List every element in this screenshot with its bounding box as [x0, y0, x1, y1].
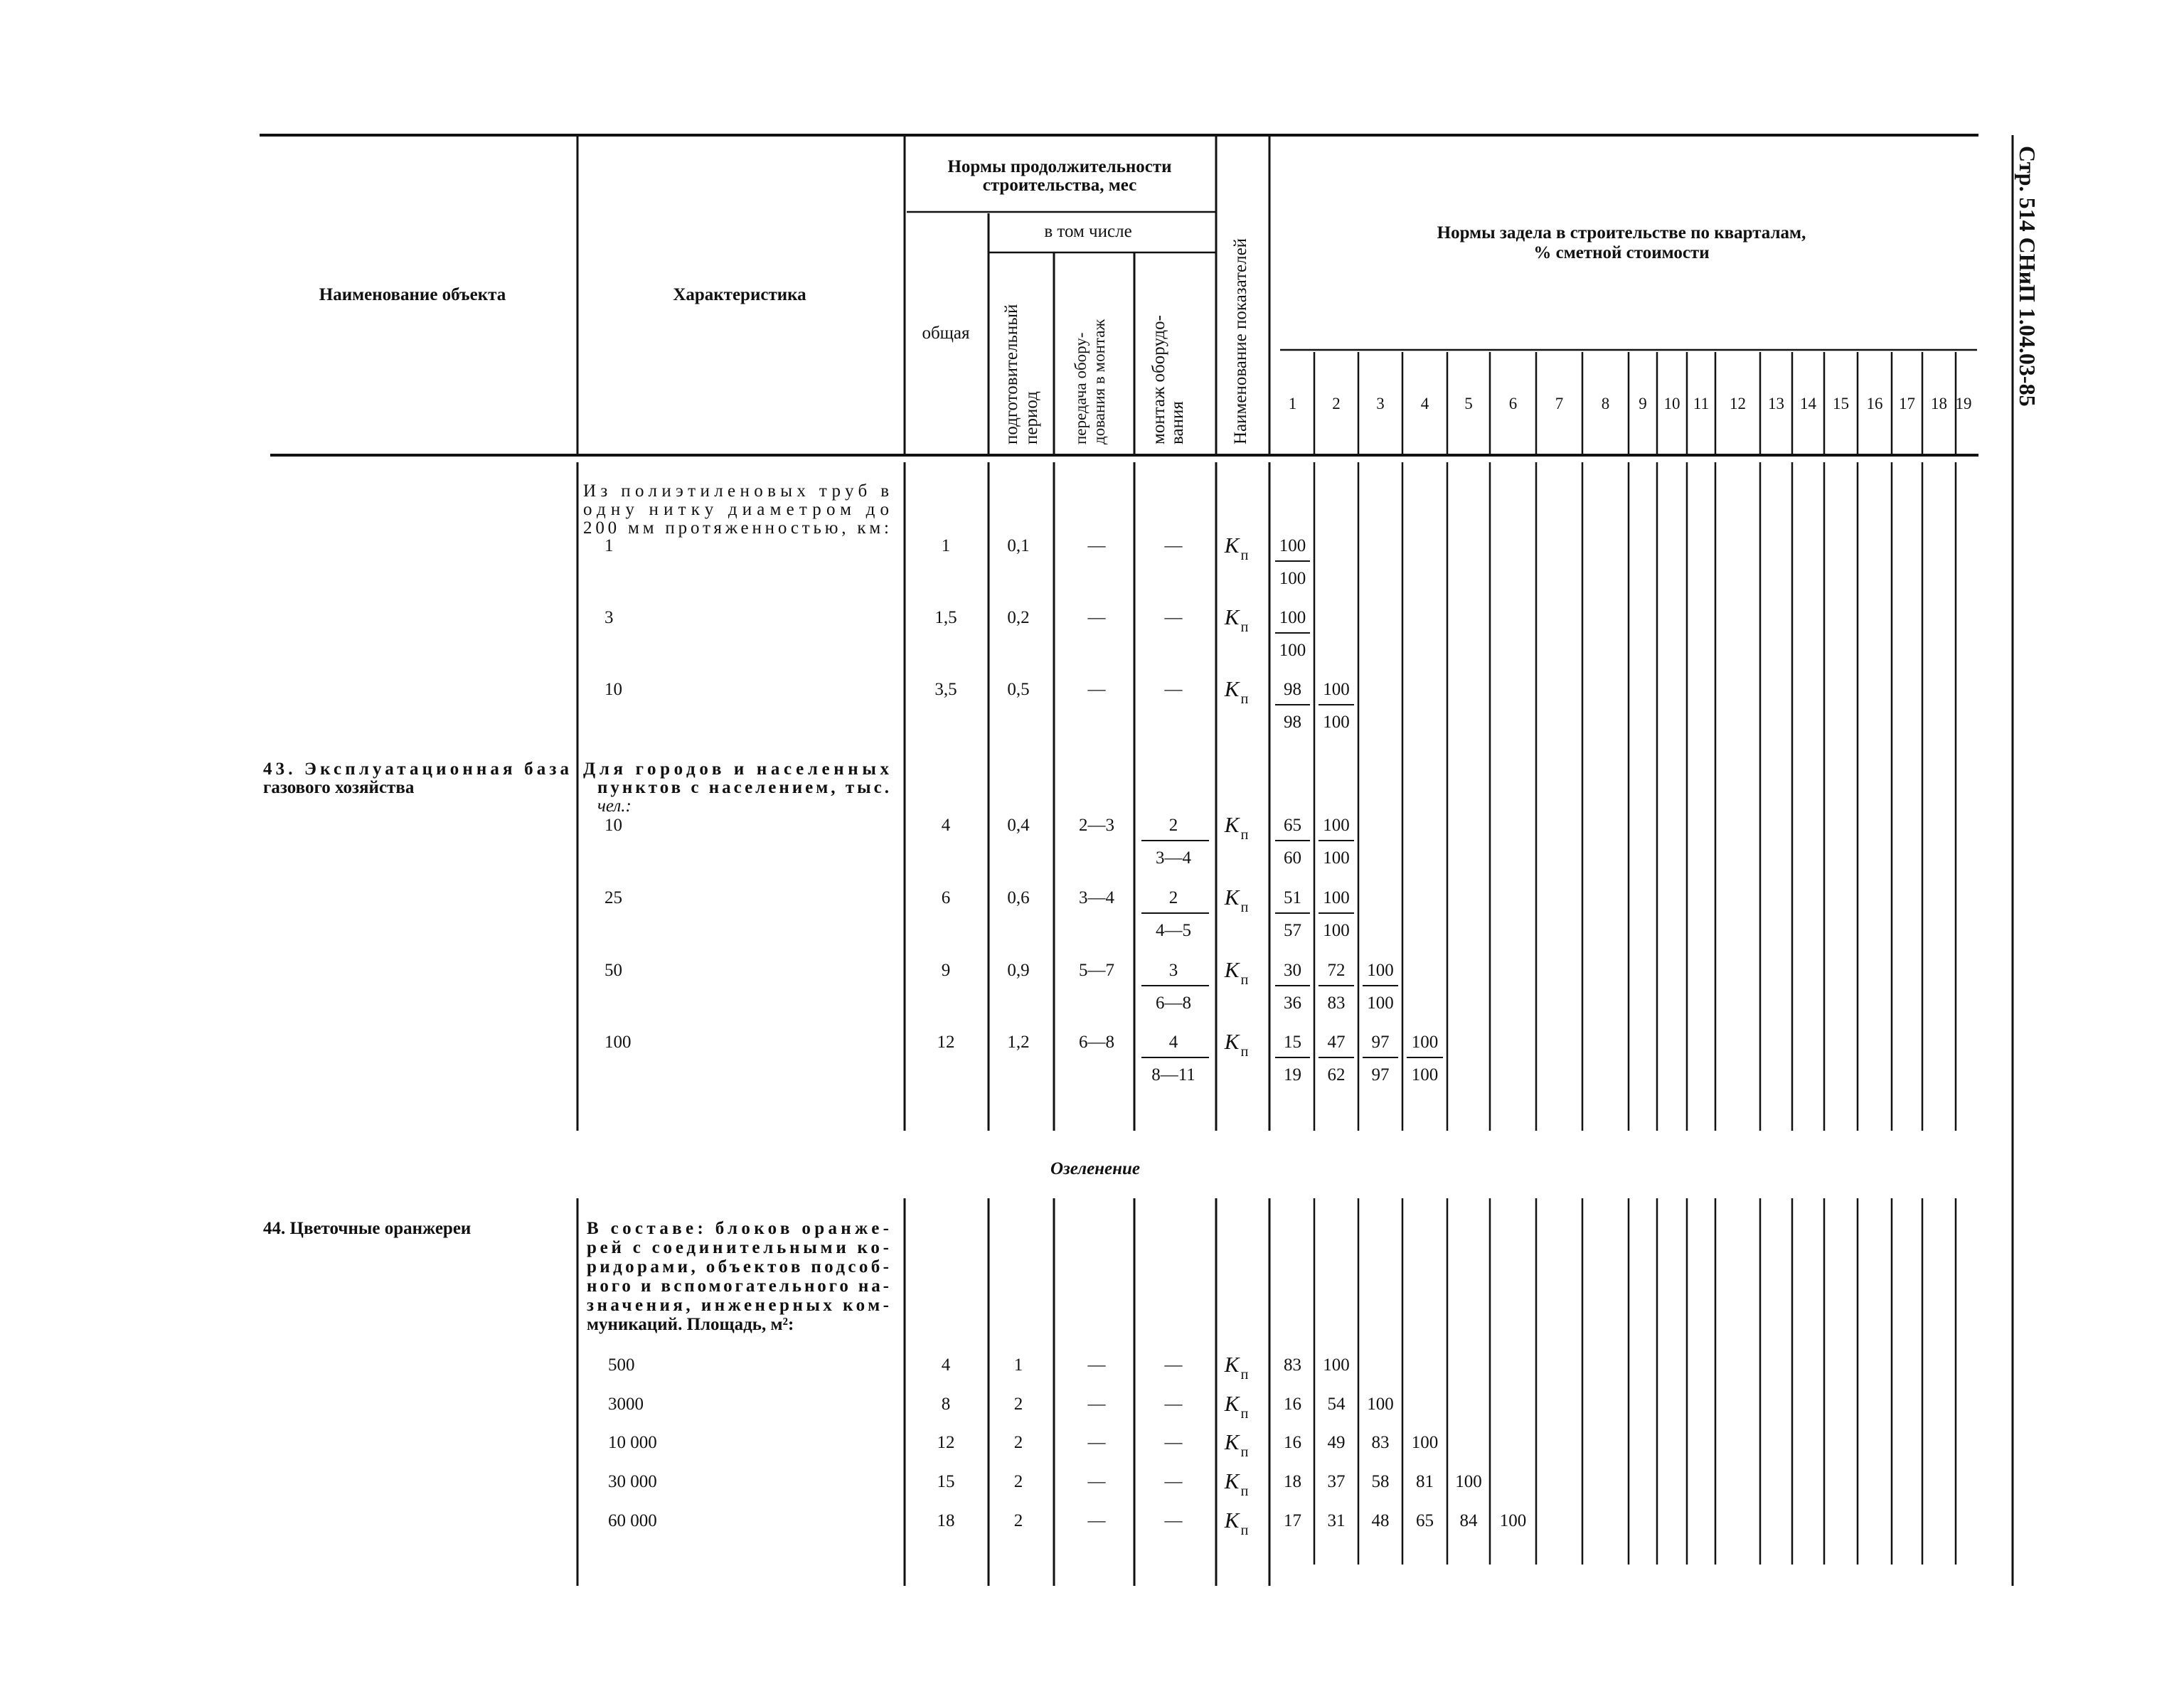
table-rules: [260, 135, 2013, 1586]
backlog-value: 16: [1284, 1433, 1301, 1452]
backlog-value: 37: [1327, 1472, 1346, 1491]
row-parameter: 100: [604, 1033, 632, 1052]
quarter-label: 1: [1288, 395, 1297, 412]
quarter-label: 15: [1833, 395, 1849, 412]
page-side-title: Стр. 514 СНиП 1.04.03-85: [2015, 146, 2040, 407]
quarter-label: 16: [1866, 395, 1883, 412]
kp-indicator-subscript: п: [1240, 972, 1249, 988]
section3-desc-line2: рей с соединительными ко-: [587, 1238, 889, 1257]
row-equipment-transfer: —: [1087, 1511, 1106, 1530]
row-total-duration: 1: [941, 536, 951, 555]
backlog-value: 100: [1323, 1355, 1350, 1375]
kp-indicator-subscript: п: [1240, 619, 1249, 635]
table-body-rows: [604, 533, 1526, 1538]
row-prep-period: 0,5: [1007, 680, 1030, 699]
header-duration-line1: Нормы продолжительности: [947, 157, 1172, 176]
row-equipment-transfer: 5—7: [1079, 961, 1114, 980]
section2-object-line1: 43. Эксплуатационная база: [263, 760, 569, 779]
backlog-value-bottom: 100: [1367, 993, 1394, 1013]
row-total-duration: 12: [937, 1033, 955, 1052]
quarter-label: 18: [1931, 395, 1947, 412]
backlog-value-bottom: 62: [1327, 1065, 1346, 1085]
row-equipment-transfer: —: [1087, 1472, 1106, 1491]
row-total-duration: 9: [941, 961, 951, 980]
row-equipment-install: 3: [1168, 961, 1178, 980]
quarter-label: 5: [1464, 395, 1473, 412]
row-parameter: 3000: [608, 1395, 644, 1414]
header-including: в том числе: [1044, 222, 1132, 241]
kp-indicator: К: [1224, 604, 1240, 629]
kp-indicator: К: [1224, 1352, 1240, 1377]
backlog-value: 65: [1416, 1511, 1434, 1530]
backlog-value: 58: [1371, 1472, 1390, 1491]
header-prep-line1: подготовительный: [1002, 304, 1021, 444]
row-equipment-transfer: 6—8: [1079, 1033, 1114, 1052]
section3-desc-line4: ного и вспомогательного на-: [587, 1277, 889, 1296]
backlog-value-top: 15: [1284, 1033, 1301, 1052]
header-prep-line2: период: [1022, 391, 1041, 444]
kp-indicator: К: [1224, 676, 1240, 701]
row-equipment-install: —: [1164, 1395, 1183, 1414]
kp-indicator: К: [1224, 812, 1240, 837]
quarter-label: 17: [1899, 395, 1915, 412]
row-equipment-transfer: —: [1087, 680, 1106, 699]
backlog-value: 18: [1284, 1472, 1301, 1491]
backlog-value-bottom: 19: [1284, 1065, 1301, 1085]
quarter-number-labels: [1289, 395, 1972, 412]
row-total-duration: 3,5: [934, 680, 957, 699]
header-install-line2: вания: [1168, 401, 1187, 444]
section1-desc-line1: Из полиэтиленовых труб в: [583, 481, 889, 501]
kp-indicator-subscript: п: [1240, 1523, 1249, 1538]
kp-indicator: К: [1224, 1469, 1240, 1493]
backlog-value: 100: [1367, 1395, 1394, 1414]
backlog-value-bottom: 97: [1371, 1065, 1390, 1085]
header-duration-line2: строительства, мес: [982, 176, 1137, 195]
header-object-name: Наименование объекта: [319, 285, 506, 304]
row-prep-period: 2: [1013, 1511, 1023, 1530]
backlog-value-top: 97: [1371, 1033, 1390, 1052]
quarter-label: 10: [1663, 395, 1680, 412]
row-equipment-transfer: —: [1087, 1395, 1106, 1414]
row-equipment-install-term: 6—8: [1156, 993, 1191, 1013]
backlog-value: 100: [1455, 1472, 1482, 1491]
row-equipment-install: —: [1164, 1511, 1183, 1530]
section1-desc-line2: одну нитку диаметром до: [583, 500, 889, 519]
kp-indicator: К: [1224, 1391, 1240, 1416]
row-total-duration: 15: [937, 1472, 955, 1491]
kp-indicator-subscript: п: [1240, 1444, 1249, 1460]
backlog-value-top: 47: [1327, 1033, 1346, 1052]
header-total: общая: [922, 324, 970, 343]
quarter-label: 2: [1332, 395, 1341, 412]
backlog-value: 31: [1327, 1511, 1346, 1530]
row-parameter: 10 000: [608, 1433, 657, 1452]
header-install-line1: монтаж оборудо-: [1149, 315, 1168, 444]
backlog-value: 83: [1284, 1355, 1301, 1375]
row-equipment-install-term: 3—4: [1156, 848, 1191, 868]
kp-indicator: К: [1224, 1429, 1240, 1454]
row-parameter: 3: [604, 608, 614, 627]
header-backlog-line2: % сметной стоимости: [1533, 243, 1710, 262]
backlog-value: 17: [1284, 1511, 1301, 1530]
backlog-value: 100: [1411, 1433, 1439, 1452]
kp-indicator: К: [1224, 533, 1240, 558]
row-equipment-install: 2: [1168, 816, 1178, 835]
row-equipment-transfer: —: [1087, 1355, 1106, 1375]
backlog-value-bottom: 100: [1323, 713, 1350, 732]
section2-object-line2: газового хозяйства: [263, 778, 415, 797]
row-equipment-transfer: —: [1087, 1433, 1106, 1452]
kp-indicator: К: [1224, 957, 1240, 982]
quarter-label: 4: [1420, 395, 1429, 412]
section3-desc-line3: ридорами, объектов подсоб-: [587, 1257, 889, 1277]
quarter-label: 9: [1639, 395, 1647, 412]
backlog-value-top: 72: [1327, 961, 1346, 980]
row-total-duration: 8: [941, 1395, 951, 1414]
row-equipment-install: —: [1164, 1433, 1183, 1452]
section-subheading-ozelenenie: Озеленение: [1050, 1159, 1141, 1178]
row-equipment-transfer: —: [1087, 536, 1106, 555]
row-equipment-install: —: [1164, 1355, 1183, 1375]
row-prep-period: 0,1: [1007, 536, 1030, 555]
row-prep-period: 2: [1013, 1395, 1023, 1414]
section3-desc-line1: В составе: блоков оранже-: [587, 1219, 889, 1238]
section2-desc-line1: Для городов и населенных: [583, 760, 889, 779]
backlog-value-top: 100: [1367, 961, 1394, 980]
backlog-value: 54: [1327, 1395, 1346, 1414]
header-characteristic: Характеристика: [673, 285, 806, 304]
backlog-value-bottom: 83: [1327, 993, 1346, 1013]
backlog-value: 83: [1371, 1433, 1390, 1452]
section2-desc-line2: пунктов с населением, тыс.: [597, 778, 889, 797]
backlog-value: 84: [1459, 1511, 1478, 1530]
row-total-duration: 1,5: [934, 608, 957, 627]
backlog-value-top: 100: [1279, 608, 1306, 627]
row-equipment-install: —: [1164, 608, 1183, 627]
row-equipment-install: 4: [1168, 1033, 1178, 1052]
row-equipment-install: —: [1164, 680, 1183, 699]
backlog-value-top: 100: [1411, 1033, 1439, 1052]
section2-desc-line3: чел.:: [597, 796, 632, 816]
kp-indicator-subscript: п: [1240, 1367, 1249, 1382]
kp-indicator-subscript: п: [1240, 548, 1249, 563]
row-total-duration: 12: [937, 1433, 955, 1452]
section1-desc-line3: 200 мм протяженностью, км:: [583, 518, 889, 538]
row-parameter: 50: [604, 961, 622, 980]
quarter-label: 7: [1555, 395, 1564, 412]
row-prep-period: 0,4: [1007, 816, 1030, 835]
backlog-value: 16: [1284, 1395, 1301, 1414]
section3-desc-line5: значения, инженерных ком-: [587, 1296, 889, 1315]
backlog-value: 49: [1327, 1433, 1346, 1452]
kp-indicator: К: [1224, 1029, 1240, 1054]
row-prep-period: 1: [1013, 1355, 1023, 1375]
kp-indicator: К: [1224, 885, 1240, 910]
row-equipment-install-term: 4—5: [1156, 921, 1191, 940]
backlog-value-top: 65: [1284, 816, 1301, 835]
backlog-value-bottom: 100: [1411, 1065, 1439, 1085]
row-equipment-install: —: [1164, 1472, 1183, 1491]
kp-indicator-subscript: п: [1240, 1483, 1249, 1499]
backlog-value-top: 51: [1284, 888, 1301, 907]
quarter-label: 14: [1800, 395, 1816, 412]
quarter-label: 6: [1508, 395, 1518, 412]
row-equipment-install: —: [1164, 536, 1183, 555]
row-parameter: 30 000: [608, 1472, 657, 1491]
kp-indicator-subscript: п: [1240, 900, 1249, 915]
row-prep-period: 2: [1013, 1433, 1023, 1452]
row-equipment-transfer: —: [1087, 608, 1106, 627]
quarter-label: 12: [1730, 395, 1746, 412]
row-parameter: 10: [604, 816, 622, 835]
backlog-value: 100: [1499, 1511, 1527, 1530]
backlog-value-top: 100: [1323, 888, 1350, 907]
backlog-value-top: 98: [1284, 680, 1301, 699]
header-backlog-line1: Нормы задела в строительстве по кварталам,: [1437, 223, 1806, 243]
row-parameter: 60 000: [608, 1511, 657, 1530]
backlog-value-bottom: 57: [1284, 921, 1301, 940]
backlog-value-bottom: 100: [1279, 569, 1306, 588]
row-prep-period: 0,9: [1007, 961, 1030, 980]
backlog-value-top: 100: [1323, 816, 1350, 835]
row-parameter: 1: [604, 536, 614, 555]
backlog-value-bottom: 100: [1323, 921, 1350, 940]
row-prep-period: 0,2: [1007, 608, 1030, 627]
quarter-label: 13: [1768, 395, 1784, 412]
quarter-label: 11: [1693, 395, 1710, 412]
backlog-value: 81: [1416, 1472, 1434, 1491]
backlog-value-bottom: 36: [1284, 993, 1301, 1013]
row-parameter: 500: [608, 1355, 635, 1375]
row-total-duration: 4: [941, 1355, 951, 1375]
backlog-value-bottom: 98: [1284, 713, 1301, 732]
row-total-duration: 18: [937, 1511, 955, 1530]
kp-indicator-subscript: п: [1240, 1044, 1249, 1060]
header-transfer-line2: дования в монтаж: [1090, 319, 1108, 444]
header-indicator: Наименование показателей: [1231, 238, 1250, 444]
row-parameter: 25: [604, 888, 622, 907]
row-total-duration: 4: [941, 816, 951, 835]
header-transfer-line1: передача обору-: [1072, 332, 1090, 444]
quarter-label: 8: [1601, 395, 1610, 412]
section3-desc-line6: муникаций. Площадь, м²:: [587, 1315, 794, 1334]
backlog-value-bottom: 60: [1284, 848, 1301, 868]
row-parameter: 10: [604, 680, 622, 699]
row-prep-period: 1,2: [1007, 1033, 1030, 1052]
section3-object-line1: 44. Цветочные оранжереи: [263, 1219, 472, 1238]
quarter-label: 19: [1955, 395, 1972, 412]
row-prep-period: 2: [1013, 1472, 1023, 1491]
backlog-value-bottom: 100: [1279, 641, 1306, 660]
kp-indicator-subscript: п: [1240, 827, 1249, 843]
kp-indicator-subscript: п: [1240, 691, 1249, 707]
row-equipment-install-term: 8—11: [1151, 1065, 1195, 1085]
backlog-value-bottom: 100: [1323, 848, 1350, 868]
backlog-value-top: 100: [1279, 536, 1306, 555]
quarter-label: 3: [1376, 395, 1385, 412]
backlog-value: 48: [1371, 1511, 1390, 1530]
row-prep-period: 0,6: [1007, 888, 1030, 907]
row-equipment-transfer: 3—4: [1079, 888, 1114, 907]
row-total-duration: 6: [941, 888, 951, 907]
row-equipment-install: 2: [1168, 888, 1178, 907]
kp-indicator: К: [1224, 1508, 1240, 1533]
kp-indicator-subscript: п: [1240, 1406, 1249, 1422]
backlog-value-top: 100: [1323, 680, 1350, 699]
row-equipment-transfer: 2—3: [1079, 816, 1114, 835]
backlog-value-top: 30: [1284, 961, 1301, 980]
